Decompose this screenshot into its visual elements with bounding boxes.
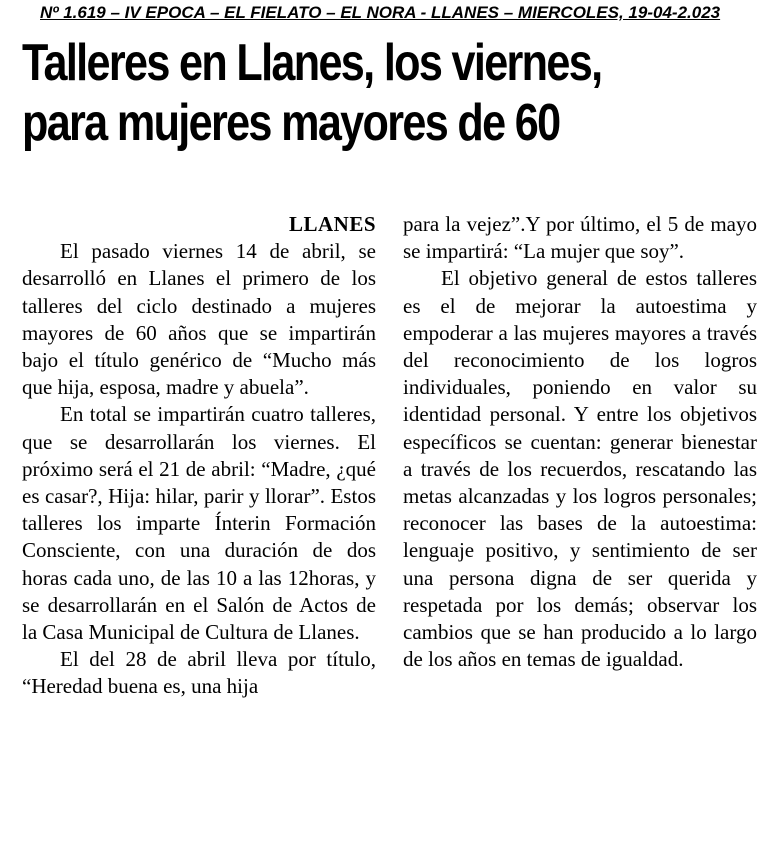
paragraph-4: El objetivo general de estos talleres es el de mejorar la autoestima y empoderar a las mujeres mayores a través del reconocimiento de los logros individuales, poniendo en valor su identidad personal. Y entre los objetivos específicos se cuentan: generar bienestar a través de los recuerdos, rescatando las metas alcanzadas y los logros personales; reconocer las bases de la autoestima: lenguaje positivo, y sentimiento de ser una persona digna de ser querida y respetada por los demás; observar los cambios que se han producido a lo largo de los años en temas de igualdad. xyxy=(403,266,757,672)
paragraph-1: El pasado viernes 14 de abril, se desarrolló en Llanes el primero de los talleres del ciclo destinado a mujeres mayores de 60 años que se impartirán bajo el título genérico de “Mucho más que hija, esposa, madre y abuela”. xyxy=(22,239,376,400)
byline: LLANES xyxy=(288,212,376,236)
issue-header: Nº 1.619 – IV EPOCA – EL FIELATO – EL NORA - LLANES – MIERCOLES, 19-04-2.023 xyxy=(40,3,721,22)
paragraph-3: El del 28 de abril lleva por título, “Heredad buena es, una hija xyxy=(22,647,376,699)
headline-line-2: para mujeres mayores de 60 xyxy=(22,94,560,152)
headline-line-1: Talleres en Llanes, los viernes, xyxy=(22,34,602,92)
paragraph-2: En total se impartirán cuatro talleres, que se desarrollarán los viernes. El próximo será el 21 de abril: “Madre, ¿qué es casar?, Hija: hilar, parir y llorar”. Estos talleres los imparte Ínterin Formación Consciente, con una duración de dos horas cada uno, de las 10 a las 12horas, y se desarrollarán en el Salón de Actos de la Casa Municipal de Cultura de Llanes. xyxy=(22,402,376,645)
article-column-right xyxy=(403,211,757,673)
headline xyxy=(22,33,752,153)
paragraph-3-continued: para la vejez”.Y por último, el 5 de mayo se impartirá: “La mujer que soy”. xyxy=(403,212,757,264)
article-column-left xyxy=(22,211,376,701)
